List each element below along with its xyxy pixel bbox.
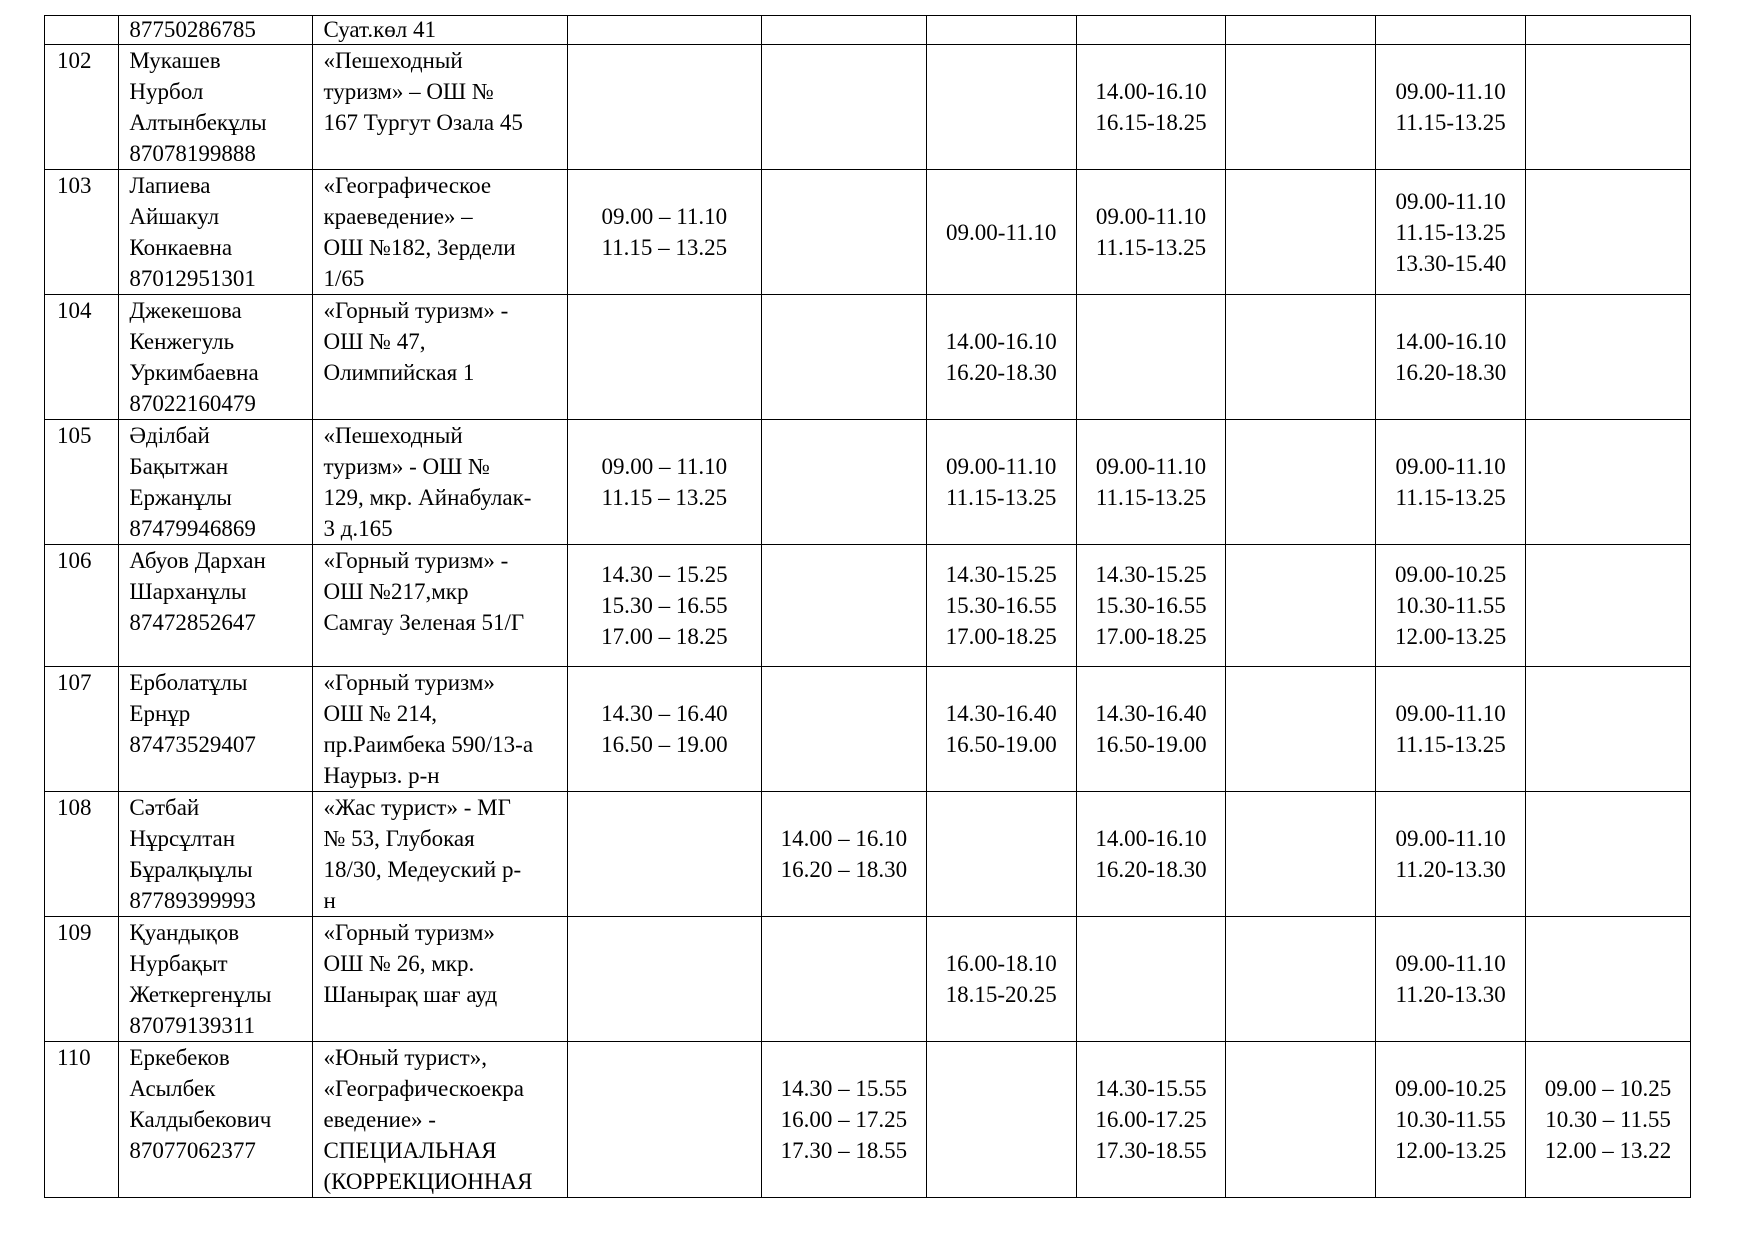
schedule-slot-cell xyxy=(926,420,1076,545)
program-place-line: «Жас турист» - МГ xyxy=(323,795,511,820)
time-range: 14.30 – 15.55 xyxy=(780,1076,908,1101)
teacher-contact-line: Нурбол xyxy=(129,79,204,104)
schedule-slot-cell xyxy=(1226,16,1376,45)
time-range: 09.00-11.10 xyxy=(1395,454,1506,479)
program-place-line: «Географическоекра xyxy=(323,1076,524,1101)
table-row xyxy=(45,170,1691,295)
schedule-slot-cell xyxy=(761,545,926,667)
time-range: 16.20-18.30 xyxy=(1395,360,1507,385)
teacher-contact-line: Ерболатұлы xyxy=(129,670,248,695)
time-range: 09.00 – 11.10 xyxy=(601,204,728,229)
table-row xyxy=(45,45,1691,170)
schedule-slot-cell xyxy=(567,917,761,1042)
teacher-contact-line: Бұралқыұлы xyxy=(129,857,253,882)
time-range: 17.30-18.55 xyxy=(1095,1138,1207,1163)
row-number-cell xyxy=(45,170,119,295)
schedule-slot-cell xyxy=(567,792,761,917)
time-range: 09.00-11.10 xyxy=(1095,454,1207,479)
teacher-contact-line: Калдыбекович xyxy=(129,1107,272,1132)
program-place-line: «Географическое xyxy=(323,173,492,198)
teacher-contact-line: Жеткергенұлы xyxy=(129,982,272,1007)
schedule-slot-cell xyxy=(926,45,1076,170)
teacher-contact-line: 87472852647 xyxy=(129,610,256,635)
program-place-line: Суат.көл 41 xyxy=(323,17,437,42)
time-range: 11.15-13.25 xyxy=(1095,485,1207,510)
program-place-line: «Горный туризм» xyxy=(323,670,495,695)
row-number-cell xyxy=(45,545,119,667)
time-range: 17.00-18.25 xyxy=(1095,624,1207,649)
schedule-slot-cell xyxy=(1376,792,1526,917)
schedule-slot-cell xyxy=(1376,16,1526,45)
time-range: 15.30-16.55 xyxy=(945,593,1057,618)
teacher-contact-line: 87789399993 xyxy=(129,888,256,913)
table-row xyxy=(45,792,1691,917)
table-row xyxy=(45,667,1691,792)
teacher-contact-line: Нұрсұлтан xyxy=(129,826,236,851)
program-place-cell xyxy=(313,420,567,545)
program-place-line: «Горный туризм» xyxy=(323,920,495,945)
program-place-cell xyxy=(313,295,567,420)
time-range: 09.00-11.10 xyxy=(1095,204,1207,229)
table-row xyxy=(45,917,1691,1042)
time-range: 11.15 – 13.25 xyxy=(601,485,728,510)
teacher-contact-line: Нурбақыт xyxy=(129,951,228,976)
teacher-contact-line: Кенжегуль xyxy=(129,329,235,354)
time-range: 14.30-15.55 xyxy=(1095,1076,1207,1101)
teacher-contact-line: 87012951301 xyxy=(129,266,256,291)
schedule-slot-cell xyxy=(567,170,761,295)
program-place-line: ОШ № 47, xyxy=(323,329,426,354)
schedule-slot-cell xyxy=(926,545,1076,667)
teacher-contact-line: Конкаевна xyxy=(129,235,233,260)
schedule-slot-cell xyxy=(1376,170,1526,295)
program-place-line: ОШ № 26, мкр. xyxy=(323,951,475,976)
program-place-line: краеведение» – xyxy=(323,204,473,229)
program-place-line: (КОРРЕКЦИОННАЯ xyxy=(323,1169,533,1194)
schedule-table xyxy=(44,15,1691,1198)
schedule-body xyxy=(45,16,1691,1198)
program-place-line: еведение» - xyxy=(323,1107,436,1132)
time-range: 09.00 – 10.25 xyxy=(1544,1076,1672,1101)
teacher-contact-line: 87479946869 xyxy=(129,516,256,541)
row-number: 106 xyxy=(57,548,92,573)
teacher-contact-cell xyxy=(119,16,313,45)
schedule-slot-cell xyxy=(1526,1042,1691,1198)
schedule-slot-cell xyxy=(761,792,926,917)
time-range: 14.00-16.10 xyxy=(1095,826,1207,851)
schedule-slot-cell xyxy=(1226,45,1376,170)
teacher-contact-line: Бақытжан xyxy=(129,454,229,479)
time-range: 12.00-13.25 xyxy=(1395,1138,1507,1163)
time-range: 11.15 – 13.25 xyxy=(601,235,728,260)
row-number: 103 xyxy=(57,173,92,198)
program-place-line: 167 Тургут Озала 45 xyxy=(323,110,523,135)
row-number-cell xyxy=(45,792,119,917)
schedule-slot-cell xyxy=(1076,792,1226,917)
teacher-contact-line: Әділбай xyxy=(129,423,210,448)
time-range: 18.15-20.25 xyxy=(945,982,1057,1007)
schedule-slot-cell xyxy=(926,170,1076,295)
row-number: 104 xyxy=(57,298,92,323)
program-place-cell xyxy=(313,545,567,667)
teacher-contact-line: Айшакул xyxy=(129,204,220,229)
time-range: 14.00-16.10 xyxy=(945,329,1057,354)
row-number: 108 xyxy=(57,795,92,820)
time-range: 09.00-10.25 xyxy=(1395,562,1507,587)
time-range: 11.15-13.25 xyxy=(946,485,1057,510)
schedule-slot-cell xyxy=(1226,917,1376,1042)
schedule-slot-cell xyxy=(567,1042,761,1198)
schedule-slot-cell xyxy=(1526,45,1691,170)
schedule-slot-cell xyxy=(926,1042,1076,1198)
schedule-slot-cell xyxy=(1376,45,1526,170)
time-range: 09.00-11.10 xyxy=(1395,188,1506,214)
schedule-slot-cell xyxy=(926,917,1076,1042)
teacher-contact-cell xyxy=(119,667,313,792)
program-place-line: «Пешеходный xyxy=(323,423,463,448)
time-range: 10.30-11.55 xyxy=(1395,1107,1506,1132)
time-range: 17.30 – 18.55 xyxy=(780,1138,908,1163)
time-range: 16.50-19.00 xyxy=(1095,732,1207,757)
row-number: 110 xyxy=(57,1045,91,1070)
schedule-slot-cell xyxy=(1526,545,1691,667)
schedule-slot-cell xyxy=(761,170,926,295)
program-place-line: Самгау Зеленая 51/Г xyxy=(323,610,525,635)
program-place-line: «Горный туризм» - xyxy=(323,298,509,323)
row-number-cell xyxy=(45,917,119,1042)
schedule-slot-cell xyxy=(1226,667,1376,792)
teacher-contact-line: Алтынбекұлы xyxy=(129,110,267,135)
schedule-slot-cell xyxy=(1526,667,1691,792)
schedule-slot-cell xyxy=(1226,1042,1376,1198)
schedule-slot-cell xyxy=(1526,295,1691,420)
teacher-contact-cell xyxy=(119,1042,313,1198)
teacher-contact-line: 87022160479 xyxy=(129,391,256,416)
schedule-slot-cell xyxy=(1076,16,1226,45)
schedule-slot-cell xyxy=(1226,792,1376,917)
time-range: 16.20-18.30 xyxy=(945,360,1057,385)
schedule-slot-cell xyxy=(1226,295,1376,420)
schedule-slot-cell xyxy=(926,16,1076,45)
time-range: 16.00-17.25 xyxy=(1095,1107,1207,1132)
program-place-line: 18/30, Медеуский р- xyxy=(323,857,522,882)
program-place-cell xyxy=(313,16,567,45)
program-place-line: «Юный турист», xyxy=(323,1045,487,1070)
program-place-cell xyxy=(313,45,567,170)
table-row xyxy=(45,295,1691,420)
table-row xyxy=(45,420,1691,545)
teacher-contact-line: Қуандықов xyxy=(129,920,240,945)
time-range: 15.30-16.55 xyxy=(1095,593,1207,618)
program-place-line: Наурыз. р-н xyxy=(323,763,440,788)
teacher-contact-cell xyxy=(119,792,313,917)
time-range: 09.00-10.25 xyxy=(1395,1076,1507,1101)
time-range: 14.30 – 15.25 xyxy=(601,562,728,587)
program-place-line: н xyxy=(323,888,336,913)
time-range: 14.00-16.10 xyxy=(1395,329,1507,354)
program-place-line: туризм» – ОШ № xyxy=(323,79,494,104)
program-place-line: «Пешеходный xyxy=(323,48,463,73)
teacher-contact-line: 87473529407 xyxy=(129,732,256,757)
schedule-slot-cell xyxy=(1526,420,1691,545)
teacher-contact-cell xyxy=(119,917,313,1042)
schedule-slot-cell xyxy=(1226,545,1376,667)
row-number: 107 xyxy=(57,670,92,695)
teacher-contact-line: Сәтбай xyxy=(129,795,200,820)
program-place-line: 1/65 xyxy=(323,266,365,291)
schedule-slot-cell xyxy=(926,792,1076,917)
schedule-slot-cell xyxy=(761,45,926,170)
program-place-cell xyxy=(313,170,567,295)
schedule-slot-cell xyxy=(1076,170,1226,295)
time-range: 16.00-18.10 xyxy=(945,951,1057,976)
schedule-slot-cell xyxy=(567,667,761,792)
row-number: 105 xyxy=(57,423,92,448)
row-number-cell xyxy=(45,16,119,45)
schedule-slot-cell xyxy=(567,295,761,420)
time-range: 16.50 – 19.00 xyxy=(601,732,728,757)
time-range: 09.00-11.10 xyxy=(1395,79,1506,104)
program-place-line: туризм» - ОШ № xyxy=(323,454,490,479)
schedule-slot-cell xyxy=(1526,917,1691,1042)
schedule-slot-cell xyxy=(1526,170,1691,295)
time-range: 11.15-13.25 xyxy=(1395,485,1506,510)
program-place-line: «Горный туризм» - xyxy=(323,548,509,573)
teacher-contact-line: Абуов Дархан xyxy=(129,548,266,573)
teacher-contact-line: 87079139311 xyxy=(129,1013,256,1038)
time-range: 17.00-18.25 xyxy=(945,624,1057,649)
time-range: 14.30-15.25 xyxy=(945,562,1057,587)
time-range: 12.00-13.25 xyxy=(1395,624,1507,649)
schedule-slot-cell xyxy=(1376,545,1526,667)
time-range: 17.00 – 18.25 xyxy=(601,624,728,649)
teacher-contact-cell xyxy=(119,295,313,420)
schedule-slot-cell xyxy=(926,295,1076,420)
time-range: 14.30-16.40 xyxy=(1095,701,1207,726)
program-place-line: 129, мкр. Айнабулак- xyxy=(323,485,532,510)
schedule-slot-cell xyxy=(1076,545,1226,667)
time-range: 11.20-13.30 xyxy=(1395,857,1506,882)
schedule-slot-cell xyxy=(1376,1042,1526,1198)
teacher-contact-line: Лапиева xyxy=(129,173,211,198)
program-place-line: СПЕЦИАЛЬНАЯ xyxy=(323,1138,497,1163)
table-row xyxy=(45,545,1691,667)
schedule-slot-cell xyxy=(567,45,761,170)
time-range: 10.30-11.55 xyxy=(1395,593,1506,618)
time-range: 11.15-13.25 xyxy=(1395,219,1506,245)
row-number-cell xyxy=(45,45,119,170)
time-range: 16.50-19.00 xyxy=(945,732,1057,757)
program-place-line: пр.Раимбека 590/13-а xyxy=(323,732,534,757)
time-range: 14.30 – 16.40 xyxy=(601,701,728,726)
teacher-contact-cell xyxy=(119,170,313,295)
schedule-slot-cell xyxy=(1226,170,1376,295)
teacher-contact-cell xyxy=(119,420,313,545)
schedule-slot-cell xyxy=(1376,295,1526,420)
program-place-cell xyxy=(313,1042,567,1198)
schedule-slot-cell xyxy=(1076,1042,1226,1198)
schedule-slot-cell xyxy=(761,917,926,1042)
teacher-contact-line: Шарханұлы xyxy=(129,579,247,604)
teacher-contact-line: 87078199888 xyxy=(129,141,256,166)
program-place-line: № 53, Глубокая xyxy=(323,826,475,851)
time-range: 14.30-15.25 xyxy=(1095,562,1207,587)
program-place-line: 3 д.165 xyxy=(323,516,393,541)
row-number-cell xyxy=(45,1042,119,1198)
time-range: 09.00-11.10 xyxy=(946,219,1057,245)
time-range: 11.20-13.30 xyxy=(1395,982,1506,1007)
teacher-contact-line: 87750286785 xyxy=(129,17,256,42)
time-range: 09.00-11.10 xyxy=(946,454,1057,479)
program-place-cell xyxy=(313,792,567,917)
teacher-contact-line: Джекешова xyxy=(129,298,242,323)
time-range: 16.15-18.25 xyxy=(1095,110,1207,135)
schedule-slot-cell xyxy=(567,16,761,45)
table-row xyxy=(45,1042,1691,1198)
schedule-slot-cell xyxy=(567,420,761,545)
row-number-cell xyxy=(45,420,119,545)
teacher-contact-line: 87077062377 xyxy=(129,1138,256,1163)
time-range: 15.30 – 16.55 xyxy=(601,593,728,618)
teacher-contact-line: Уркимбаевна xyxy=(129,360,259,385)
time-range: 10.30 – 11.55 xyxy=(1545,1107,1671,1132)
schedule-slot-cell xyxy=(761,667,926,792)
schedule-slot-cell xyxy=(1076,45,1226,170)
schedule-slot-cell xyxy=(1226,420,1376,545)
program-place-line: ОШ №217,мкр xyxy=(323,579,469,604)
time-range: 13.30-15.40 xyxy=(1395,250,1507,276)
teacher-contact-line: Еркебеков xyxy=(129,1045,230,1070)
schedule-slot-cell xyxy=(1076,295,1226,420)
program-place-line: Олимпийская 1 xyxy=(323,360,475,385)
schedule-slot-cell xyxy=(1076,420,1226,545)
row-number-cell xyxy=(45,295,119,420)
program-place-line: Шанырақ шағ ауд xyxy=(323,982,498,1007)
row-number: 109 xyxy=(57,920,92,945)
time-range: 09.00-11.10 xyxy=(1395,701,1506,726)
schedule-slot-cell xyxy=(761,295,926,420)
time-range: 11.15-13.25 xyxy=(1395,732,1506,757)
time-range: 14.00-16.10 xyxy=(1095,79,1207,104)
teacher-contact-cell xyxy=(119,45,313,170)
schedule-slot-cell xyxy=(1526,16,1691,45)
schedule-slot-cell xyxy=(1076,667,1226,792)
schedule-slot-cell xyxy=(761,420,926,545)
program-place-cell xyxy=(313,667,567,792)
schedule-slot-cell xyxy=(1526,792,1691,917)
time-range: 09.00-11.10 xyxy=(1395,826,1506,851)
teacher-contact-cell xyxy=(119,545,313,667)
schedule-slot-cell xyxy=(567,545,761,667)
teacher-contact-line: Ержанұлы xyxy=(129,485,232,510)
schedule-slot-cell xyxy=(1376,917,1526,1042)
time-range: 14.00 – 16.10 xyxy=(780,826,908,851)
schedule-slot-cell xyxy=(1076,917,1226,1042)
program-place-line: ОШ № 214, xyxy=(323,701,437,726)
time-range: 14.30-16.40 xyxy=(945,701,1057,726)
time-range: 09.00-11.10 xyxy=(1395,951,1506,976)
program-place-cell xyxy=(313,917,567,1042)
time-range: 11.15-13.25 xyxy=(1395,110,1506,135)
time-range: 11.15-13.25 xyxy=(1095,235,1207,260)
time-range: 16.20 – 18.30 xyxy=(780,857,908,882)
schedule-slot-cell xyxy=(761,16,926,45)
schedule-slot-cell xyxy=(1376,420,1526,545)
schedule-slot-cell xyxy=(761,1042,926,1198)
row-number-cell xyxy=(45,667,119,792)
program-place-line: ОШ №182, Зердели xyxy=(323,235,516,260)
table-row xyxy=(45,16,1691,45)
time-range: 16.00 – 17.25 xyxy=(780,1107,908,1132)
schedule-slot-cell xyxy=(926,667,1076,792)
time-range: 09.00 – 11.10 xyxy=(601,454,728,479)
time-range: 12.00 – 13.22 xyxy=(1544,1138,1672,1163)
schedule-slot-cell xyxy=(1376,667,1526,792)
time-range: 16.20-18.30 xyxy=(1095,857,1207,882)
teacher-contact-line: Мукашев xyxy=(129,48,221,73)
teacher-contact-line: Ернұр xyxy=(129,701,191,726)
teacher-contact-line: Асылбек xyxy=(129,1076,216,1101)
row-number: 102 xyxy=(57,48,92,73)
